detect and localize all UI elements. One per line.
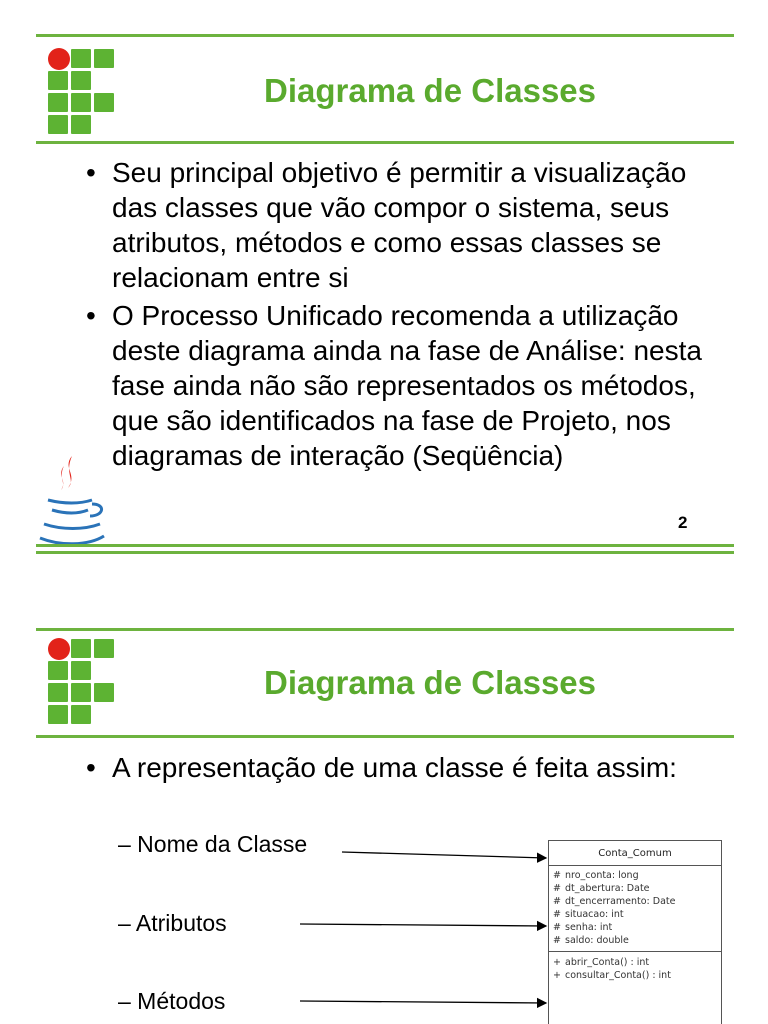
uml-attribute: # nro_conta: long (553, 870, 639, 881)
page-number: 2 (678, 513, 688, 532)
uml-class-name: Conta_Comum (549, 841, 721, 866)
label-methods: – Métodos (118, 988, 226, 1014)
bullet-item: • A representação de uma classe é feita assim: (86, 750, 726, 785)
slide-2 (0, 592, 768, 1024)
title-rule (36, 141, 734, 144)
arrow-attributes (300, 924, 546, 926)
bullet-item: • Seu principal objetivo é permitir a visualização das classes que vão compor o sistema, seus atributos, métodos e como essas classes se relacionam entre si (86, 155, 726, 295)
uml-method: + consultar_Conta() : int (553, 970, 671, 981)
uml-attribute: # dt_encerramento: Date (553, 896, 676, 907)
uml-attribute: # saldo: double (553, 935, 629, 946)
top-rule (36, 34, 734, 37)
arrow-methods (300, 1001, 546, 1003)
uml-method: + abrir_Conta() : int (553, 957, 650, 968)
uml-attribute: # senha: int (553, 922, 613, 933)
java-cup-icon (34, 454, 106, 548)
uml-class-box (548, 840, 722, 1024)
arrow-class-name (342, 852, 546, 858)
label-attributes: – Atributos (118, 910, 227, 936)
slide-title: Diagrama de Classes (263, 664, 596, 701)
uml-attribute: # situacao: int (553, 909, 624, 920)
uml-methods (549, 952, 721, 982)
bottom-rule-2 (36, 551, 734, 554)
bottom-rule (36, 544, 734, 547)
label-class-name: – Nome da Classe (118, 831, 308, 857)
bullet-list (86, 155, 726, 473)
slide-title: Diagrama de Classes (263, 72, 596, 109)
institution-logo-icon (44, 48, 116, 138)
uml-attribute: # dt_abertura: Date (553, 883, 650, 894)
uml-attributes (549, 866, 721, 952)
bullet-item: • O Processo Unificado recomenda a utilização deste diagrama ainda na fase de Análise: nesta fase ainda não são representados os métodos, que são identificados na fase de Projeto, nos diagramas de interação (Seqüência) (86, 298, 726, 473)
